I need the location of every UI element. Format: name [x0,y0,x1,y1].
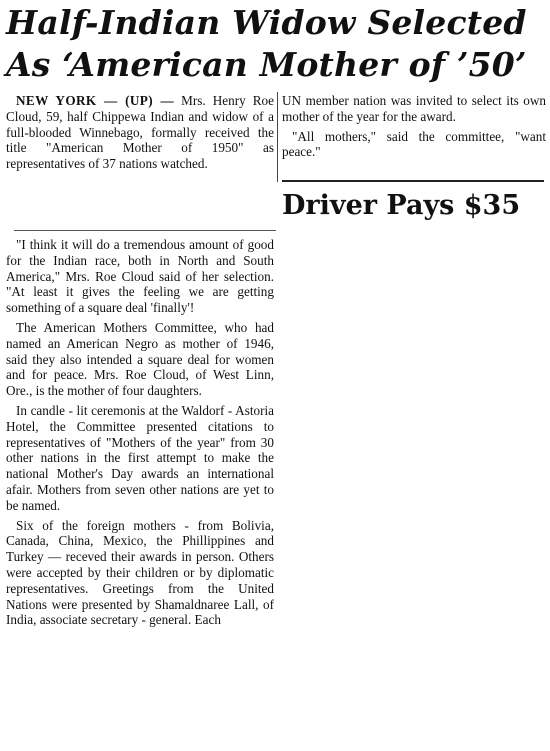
continuation-paragraph: "All mothers," said the committee, "want peace." [282,128,546,160]
headline-line-1: Half-Indian Widow Selected [6,3,527,42]
lead-text: Mrs. Henry Roe Cloud, 59, half Chippewa Indian and widow of a full-blooded Winnebago, formally received the title "American Mother of 1950" as representatives of 37 nations watched. [6,93,274,172]
body-paragraph: The American Mothers Committee, who had named an American Negro as mother of 1946, said they also intended a square deal for women and for peace. Mrs. Roe Cloud, of West Linn, Ore., is the mother of four daughters. [6,319,274,399]
body-paragraph: Six of the foreign mothers - from Bolivia, Canada, China, Mexico, the Phillippines and Turkey — receved their awards in person. Others were accepted by their children or by diplomatic representatives. Greetings from the United Nations were presented by Shamaldnaree Lall, of India, associate secretary - general. Each [6,517,274,628]
next-story-headline: Driver Pays $35 [282,190,521,221]
section-divider [14,230,276,231]
article-continuation-column [282,93,546,164]
article-body-column [6,237,274,632]
body-paragraph: In candle - lit ceremonis at the Waldorf - Astoria Hotel, the Committee presented citations to representatives of "Mothers of the year" from 30 other nations in the first attempt to make the national Mother's Day awards an international afair. Mothers from seven other nations are yet to be named. [6,402,274,513]
headline [6,2,546,86]
body-paragraph: "I think it will do a tremendous amount of good for the Indian race, both in North and South America," Mrs. Roe Cloud said of her selection. "At least it gives the feeling we are getting something of a square deal 'finally'! [6,237,274,316]
headline-line-2: As ‘American Mother of ’50’ [6,45,527,84]
lead-paragraph [6,93,274,172]
story-divider [282,180,544,182]
continuation-paragraph: UN member nation was invited to select its own mother of the year for the award. [282,93,546,124]
dateline: NEW YORK — (UP) — [16,93,175,108]
article-lead-column [6,93,274,176]
column-divider [277,92,278,182]
